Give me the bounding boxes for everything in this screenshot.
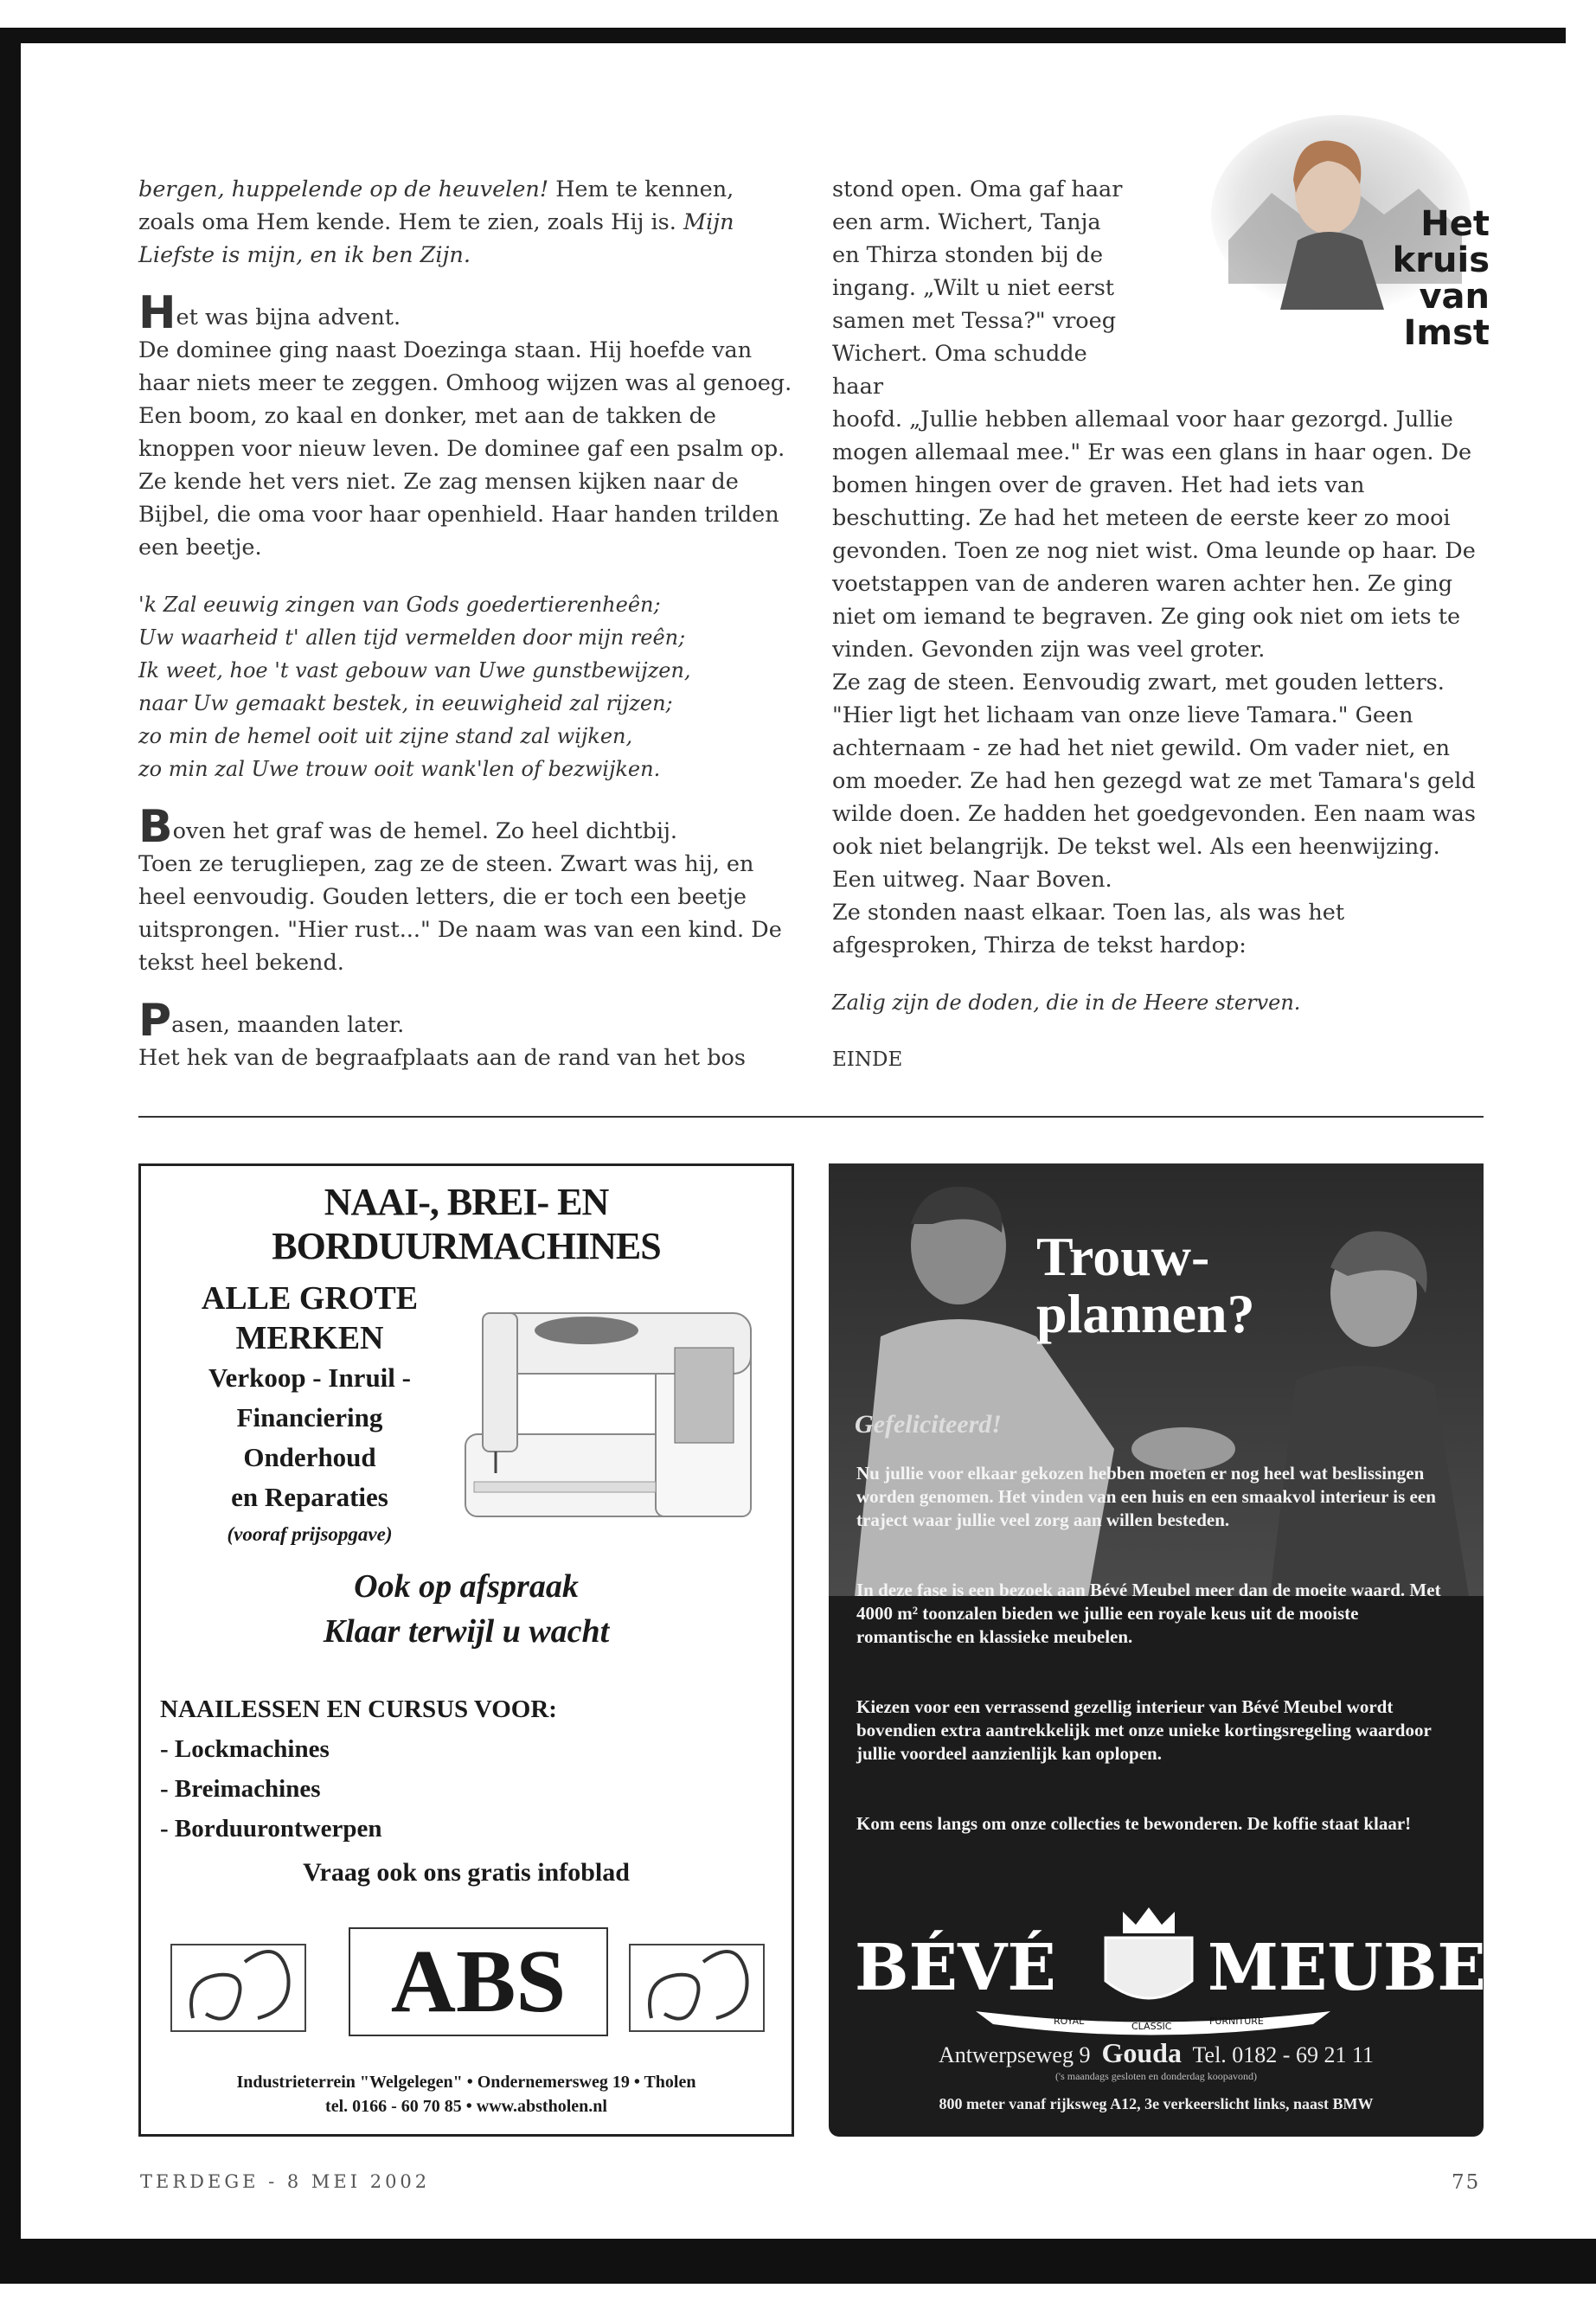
article-right-column (832, 173, 1490, 1076)
ribbon-text: CLASSIC (1131, 2021, 1172, 2032)
lesson-item: - Borduurontwerpen (160, 1815, 382, 1843)
paragraph-first-line: asen, maanden later. (171, 1012, 405, 1038)
brand-left-text: BÉVÉ (855, 1931, 1056, 2005)
poem-line: Uw waarheid t' allen tijd vermelden door mijn reên; (138, 625, 686, 650)
paragraph: Ze stonden naast elkaar. Toen las, als was het afgesproken, Thirza de tekst hardop: (832, 900, 1345, 958)
furniture-ad (829, 1163, 1531, 2137)
ad-paragraph: Nu jullie voor elkaar gekozen hebben moeten er nog heel wat beslissingen worden genomen. Het vinden van een huis en een smaakvol interieur is een traject waar jullie veel zorg aan willen besteden. (856, 1463, 1436, 1530)
store-contact (829, 2037, 1484, 2069)
slogan-line: Ook op afspraak (354, 1568, 579, 1605)
ad-heading: NAAI-, BREI- EN BORDUURMACHINES (272, 1181, 661, 1267)
poem-line: zo min zal Uwe trouw ooit wank'len of bezwijken. (138, 757, 661, 781)
poem-line: Ik weet, hoe 't vast gebouw van Uwe gunstbewijzen, (138, 658, 691, 683)
poem-line: 'k Zal eeuwig zingen van Gods goedertierenheên; (138, 593, 661, 617)
intro-italic-2: Mijn Liefste is mijn, en ik ben Zijn. (138, 209, 734, 268)
store-phone: Tel. 0182 - 69 21 11 (1192, 2042, 1374, 2067)
psalm-quote (138, 588, 796, 785)
ad-paragraph: In deze fase is een bezoek aan Bévé Meubel meer dan de moeite waard. Met 4000 m² toonzalen bieden we jullie een royale keus uit de mooiste romantische en klassieke meubelen. (856, 1580, 1441, 1647)
poem-line: zo min de hemel ooit uit zijne stand zal wijken, (138, 724, 633, 748)
infoblad-line: Vraag ook ons gratis infoblad (303, 1858, 630, 1887)
paragraph: Het hek van de begraafplaats aan de rand van het bos (138, 1045, 746, 1071)
brands-line: ALLE GROTE (201, 1280, 419, 1317)
intro-roman: Hem te kennen, zoals oma Hem kende. Hem te zien, zoals Hij is. (138, 176, 734, 235)
slogan-line: Klaar terwijl u wacht (323, 1613, 610, 1650)
sewing-machine-illustration (448, 1287, 772, 1529)
abs-logo: ABS (349, 1927, 608, 2036)
store-address: Antwerpseweg 9 (939, 2042, 1091, 2067)
as-logo-right (625, 1927, 768, 2040)
end-marker: EINDE (832, 1048, 903, 1071)
lesson-item: - Lockmachines (160, 1735, 330, 1763)
title-word: Het (1420, 204, 1490, 244)
sewing-machine-ad (138, 1163, 794, 2137)
brands-block (167, 1279, 452, 1552)
beve-meubel-logo (846, 1886, 1531, 2033)
service-line: Onderhoud (243, 1442, 376, 1472)
brands-line: MERKEN (235, 1320, 384, 1356)
left-border-bar (0, 28, 21, 2242)
ad-paragraph: Kom eens langs om onze collecties te bewonderen. De koffie staat klaar! (856, 1813, 1412, 1834)
service-line: Financiering (236, 1402, 383, 1433)
paragraph-first-line: et was bijna advent. (176, 304, 401, 330)
title-word: van (1419, 277, 1490, 317)
drop-cap: H (138, 287, 176, 339)
service-line: Verkoop - Inruil - (208, 1362, 411, 1393)
closing-quote: Zalig zijn de doden, die in de Heere sterven. (832, 990, 1301, 1015)
drop-cap: B (138, 801, 173, 853)
store-city: Gouda (1101, 2037, 1182, 2068)
address-line: tel. 0166 - 60 70 85 • www.abstholen.nl (325, 2097, 607, 2116)
route-directions: 800 meter vanaf rijksweg A12, 3e verkeerslicht links, naast BMW (939, 2095, 1374, 2112)
lessons-block (160, 1689, 557, 1849)
bottom-border-bar (0, 2239, 1596, 2284)
publication-footer: TERDEGE - 8 MEI 2002 (140, 2171, 431, 2192)
paragraph: hoofd. „Jullie hebben allemaal voor haar gezorgd. Jullie mogen allemaal mee." Er was een glans in haar ogen. De bomen hingen over de graven. Het had iets van beschutting. Ze had het meteen de eerste keer zo mooi gevonden. Toen ze nog niet wist. Oma leunde op haar. De voetstappen van de anderen waren achter hen. Ze ging niet om iemand te begraven. Ze ging ook niet om iets te vinden. Gevonden zijn was veel groter. (832, 407, 1476, 663)
title-word: Imst (1403, 313, 1490, 353)
paragraph: De dominee ging naast Doezinga staan. Hij hoefde van haar niets meer te zeggen. Omhoog wijzen was al genoeg. Een boom, zo kaal en donker, met aan de takken de knoppen voor nieuw leven. De dominee gaf een psalm op. Ze kende het vers niet. Ze zag mensen kijken naar de Bijbel, die oma voor haar openhield. Haar handen trilden een beetje. (138, 337, 792, 561)
store-hours: ('s maandags gesloten en donderdag koopavond) (1054, 2070, 1258, 2082)
paragraph-first-line: oven het graf was de hemel. Zo heel dichtbij. (172, 818, 678, 844)
address-line: Industrieterrein "Welgelegen" • Ondernemersweg 19 • Tholen (236, 2073, 696, 2092)
congrats-text: Gefeliciteerd! (855, 1410, 1002, 1439)
lesson-item: - Breimachines (160, 1775, 321, 1803)
title-word: kruis (1392, 240, 1490, 280)
service-line: en Reparaties (231, 1482, 388, 1512)
section-divider (138, 1116, 1484, 1118)
ad-paragraph: Kiezen voor een verrassend gezellig interieur van Bévé Meubel wordt bovendien extra aantrekkelijk met onze unieke kortingsregeling waardoor jullie voordeel aanzienlijk kan oplopen. (856, 1696, 1432, 1764)
page-number: 75 (1452, 2171, 1481, 2194)
drop-cap: P (138, 995, 172, 1047)
paragraph: Ze zag de steen. Eenvoudig zwart, met gouden letters. "Hier ligt het lichaam van onze lieve Tamara." Geen achternaam - ze had het niet gewild. Om vader niet, en om moeder. Ze had hen gezegd wat ze met Tamara's geld wilde doen. Ze hadden het goedgevonden. Een naam was ook niet belangrijk. De tekst wel. Als een heenwijzing. Een uitweg. Naar Boven. (832, 670, 1476, 893)
slogan (141, 1564, 792, 1654)
price-quote-note: (vooraf prijsopgave) (227, 1523, 393, 1545)
ribbon-text: ROYAL (1054, 2016, 1085, 2027)
intro-italic-1: bergen, huppelende op de heuvelen! (138, 176, 549, 202)
lessons-title: NAAILESSEN EN CURSUS VOOR: (160, 1695, 557, 1723)
paragraph: Toen ze terugliepen, zag ze de steen. Zwart was hij, en heel eenvoudig. Gouden letters, die er toch een beetje uitsprongen. "Hier rust..." De naam was van een kind. De tekst heel bekend. (138, 851, 782, 976)
ribbon-text: FURNITURE (1209, 2016, 1264, 2027)
ad-headline (1036, 1228, 1255, 1343)
headline-line: plannen? (1036, 1283, 1255, 1344)
article-left-column (138, 173, 796, 1074)
headline-line: Trouw- (1036, 1226, 1210, 1287)
top-border-bar (0, 28, 1566, 43)
brand-right-text: MEUBEL (1208, 1931, 1531, 2005)
ad-address (141, 2070, 792, 2118)
paragraph-narrow: stond open. Oma gaf haar een arm. Wichert, Tanja en Thirza stonden bij de ingang. „Wilt u niet eerst samen met Tessa?" vroeg Wichert. Oma schudde haar (832, 176, 1123, 400)
as-logo-left (167, 1927, 310, 2040)
poem-line: naar Uw gemaakt bestek, in eeuwigheid zal rijzen; (138, 691, 673, 715)
